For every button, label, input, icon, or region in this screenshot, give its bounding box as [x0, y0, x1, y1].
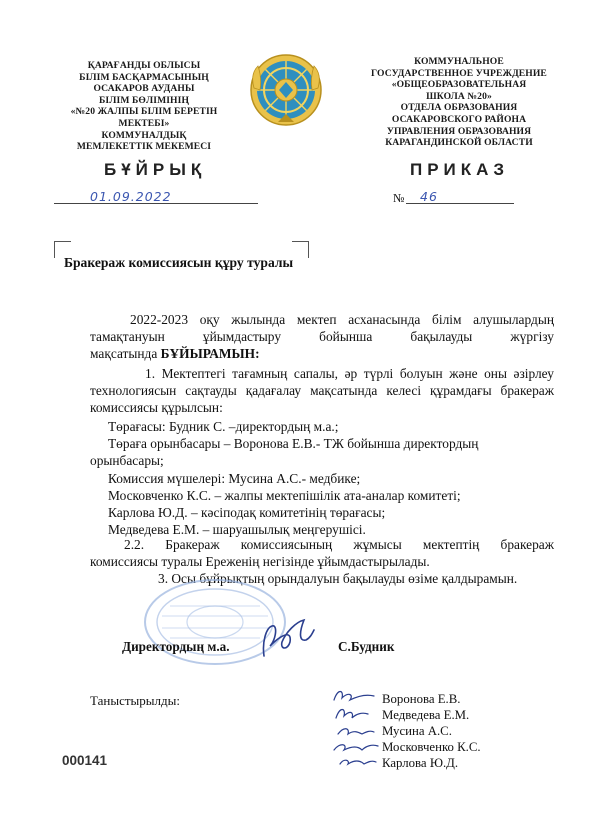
- signature-name: С.Будник: [338, 639, 395, 654]
- acquainted-name: Мусина А.С.: [382, 724, 452, 738]
- header-left-line: БІЛІМ БАСҚАРМАСЫНЫҢ: [79, 71, 209, 83]
- state-emblem-icon: [248, 52, 324, 128]
- intro-text: мақсатында: [90, 346, 161, 361]
- header-left-line: МЕКТЕБІ»: [118, 117, 170, 129]
- intro-line-last: [90, 345, 260, 363]
- acquainted-name: Воронова Е.В.: [382, 692, 461, 706]
- header-right-line: «ОБЩЕОБРАЗОВАТЕЛЬНАЯ: [391, 79, 527, 91]
- acquainted-name: Медведева Е.М.: [382, 708, 470, 722]
- order-number-label: №: [393, 191, 405, 205]
- header-left-line: КОММУНАЛДЫҚ: [101, 129, 187, 141]
- acquainted-label: Таныстырылды:: [90, 693, 180, 708]
- intro-line: 2022-2023 оқу жылында мектеп асханасында білім алушылардың: [130, 312, 554, 327]
- header-right-line: ШКОЛА №20»: [426, 90, 492, 102]
- header-left-org: [48, 60, 240, 153]
- header-left-line: МЕМЛЕКЕТТІК МЕКЕМЕСІ: [76, 141, 212, 153]
- member-line: Төрағa орынбасары – Воронова Е.В.- ТЖ бойынша директордың: [108, 436, 479, 451]
- order-title-kz: БҰЙРЫҚ: [104, 160, 207, 179]
- bracket-right: [292, 241, 309, 258]
- director-signature-icon: [256, 612, 320, 664]
- serial-number: 000141: [62, 753, 108, 768]
- item2-line-last: комиссиясы туралы Ереженің негізінде ұйымдастырылады.: [90, 554, 430, 569]
- order-number: 46: [420, 189, 438, 204]
- signature-position: Директордың м.а.: [122, 639, 230, 654]
- acquainted-name: Карлова Ю.Д.: [382, 756, 459, 770]
- intro-line: тамақтануын ұйымдастыру бойынша бақылауды жүргізу: [90, 329, 554, 344]
- header-left-line: ОСАКАРОВ АУДАНЫ: [93, 83, 195, 95]
- order-title-ru: ПРИКАЗ: [410, 160, 510, 179]
- header-right-line: ГОСУДАРСТВЕННОЕ УЧРЕЖДЕНИЕ: [371, 67, 547, 79]
- header-right-line: КОММУНАЛЬНОЕ: [414, 56, 504, 67]
- number-underline: [406, 203, 514, 204]
- item1-line: 1. Мектептегі тағамның сапалы, әр түрлі болуын және оны әзірлеу: [145, 366, 554, 381]
- item1-line-last: комиссиясы құрылсын:: [90, 400, 223, 415]
- member-line: Карлова Ю.Д. – кәсіподақ комитетінің төрағасы;: [108, 505, 386, 520]
- order-subject: Бракераж комиссиясын құру туралы: [64, 255, 294, 270]
- acquainted-name: Московченко К.С.: [382, 740, 481, 754]
- command-word: БҰЙЫРАМЫН:: [160, 346, 260, 361]
- item2-line: 2.2. Бракераж комиссиясының жұмысы мектептің бракераж: [124, 537, 554, 552]
- date-underline: [54, 203, 258, 204]
- header-right-line: УПРАВЛЕНИЯ ОБРАЗОВАНИЯ: [386, 125, 532, 137]
- header-left-line: БІЛІМ БӨЛІМІНІҢ: [98, 94, 190, 106]
- member-line: Комиссия мүшелері: Мусина А.С.- медбике;: [108, 471, 361, 486]
- header-right-line: КАРАГАНДИНСКОЙ ОБЛАСТИ: [385, 137, 533, 149]
- member-line: орынбасары;: [90, 453, 164, 468]
- header-right-org: [356, 56, 562, 149]
- header-right-line: ОСАКАРОВСКОГО РАЙОНА: [391, 113, 527, 125]
- member-line: Төрағасы: Будник С. –директордың м.а.;: [108, 419, 339, 434]
- member-line: Московченко К.С. – жалпы мектепішілік ата-аналар комитеті;: [108, 488, 461, 503]
- header-left-line: ҚАРАҒАНДЫ ОБЛЫСЫ: [87, 60, 201, 71]
- order-date: 01.09.2022: [90, 189, 172, 204]
- item1-line: технологиясын сақтауды қадағалау мақсатында келесі құрамдағы бракераж: [90, 383, 554, 398]
- header-right-line: ОТДЕЛА ОБРАЗОВАНИЯ: [400, 102, 518, 114]
- item3-line: 3. Осы бұйрықтың орындалуын бақылауды өзіме қалдырамын.: [158, 571, 518, 586]
- acquainted-signatures-icon: [328, 684, 388, 774]
- member-line: Медведева Е.М. – шаруашылық меңгерушісі.: [108, 522, 366, 537]
- header-left-line: «№20 ЖАЛПЫ БІЛІМ БЕРЕТІН: [70, 106, 218, 118]
